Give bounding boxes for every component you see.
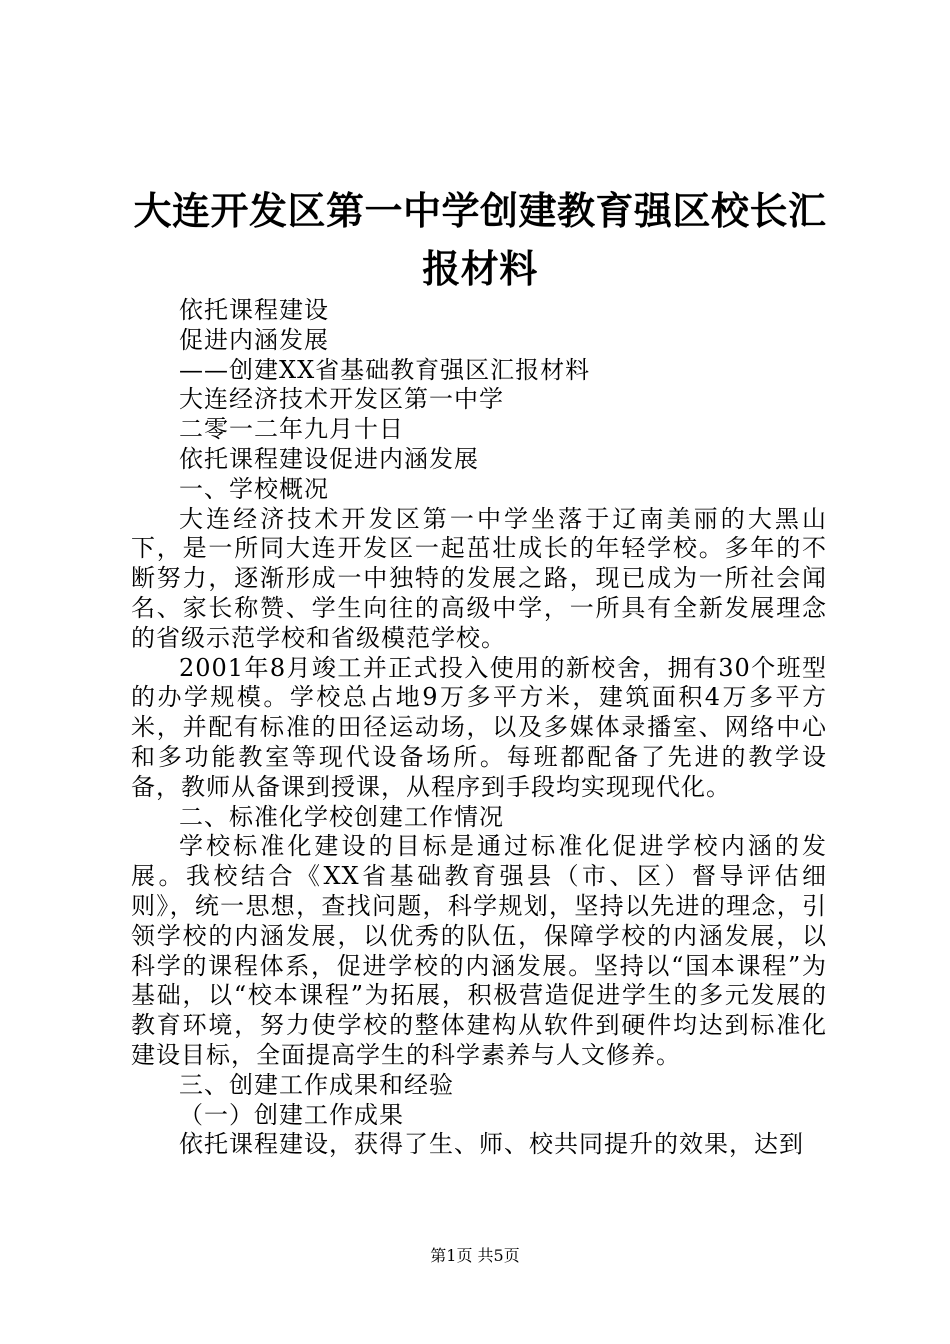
paragraph-campus: 2001年8月竣工并正式投入使用的新校舍，拥有30个班型的办学规模。学校总占地9万多平方米，建筑面积4万多平方米，并配有标准的田径运动场，以及多媒体录播室、网络中心和多功能教室等现代设备场所。每班都配备了先进的教学设备，教师从备课到授课，从程序到手段均实现现代化。 bbox=[131, 653, 827, 801]
subtitle-line-3: ——创建XX省基础教育强区汇报材料 bbox=[179, 355, 591, 384]
paragraph-results: 依托课程建设，获得了生、师、校共同提升的效果，达到 bbox=[179, 1130, 804, 1159]
section-heading-2: 二、标准化学校创建工作情况 bbox=[179, 802, 504, 831]
paragraph-school-overview: 大连经济技术开发区第一中学坐落于辽南美丽的大黑山下，是一所同大连开发区一起茁壮成长的年轻学校。多年的不断努力，逐渐形成一中独特的发展之路，现已成为一所社会闻名、家长称赞、学生向往的高级中学，一所具有全新发展理念的省级示范学校和省级模范学校。 bbox=[131, 504, 827, 652]
document-body bbox=[131, 296, 827, 1160]
school-name-line: 大连经济技术开发区第一中学 bbox=[179, 385, 504, 414]
subtitle-line-2: 促进内涵发展 bbox=[179, 325, 329, 354]
paragraph-standardization: 学校标准化建设的目标是通过标准化促进学校内涵的发展。我校结合《XX省基础教育强县（市、区）督导评估细则》，统一思想，查找问题，科学规划，坚持以先进的理念，引领学校的内涵发展，以优秀的队伍，保障学校的内涵发展，以科学的课程体系，促进学校的内涵发展。坚持以“国本课程”为基础，以“校本课程”为拓展，积极营造促进学生的多元发展的教育环境，努力使学校的整体建构从软件到硬件均达到标准化建设目标，全面提高学生的科学素养与人文修养。 bbox=[131, 832, 827, 1069]
page-number-footer: 第1页 共5页 bbox=[430, 1246, 520, 1265]
document-title: 大连开发区第一中学创建教育强区校长汇报材料 bbox=[133, 188, 827, 291]
subsection-heading-3-1: （一）创建工作成果 bbox=[179, 1100, 404, 1129]
theme-line: 依托课程建设促进内涵发展 bbox=[179, 444, 479, 473]
date-line: 二零一二年九月十日 bbox=[179, 415, 404, 444]
section-heading-1: 一、学校概况 bbox=[179, 474, 329, 503]
subtitle-line-1: 依托课程建设 bbox=[179, 296, 329, 324]
section-heading-3: 三、创建工作成果和经验 bbox=[179, 1070, 454, 1099]
